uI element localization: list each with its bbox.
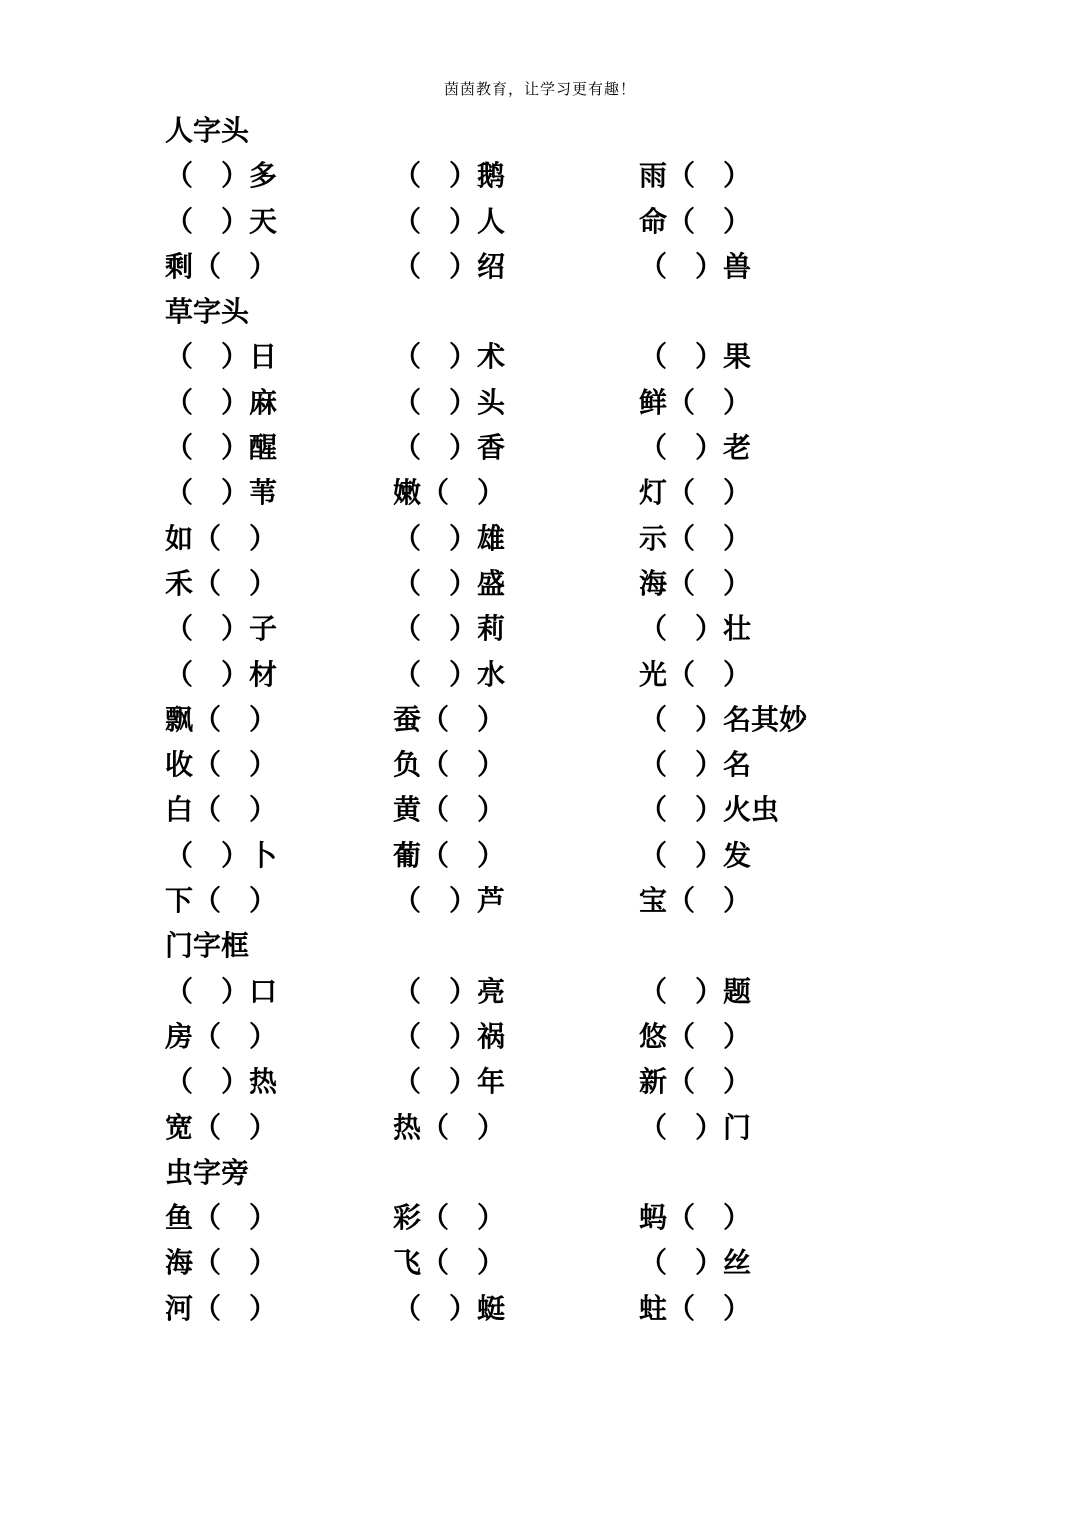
exercise-row [165, 606, 925, 651]
section-title: 人字头 [165, 114, 250, 147]
fill-in-item: （ ）鹅 [393, 159, 506, 193]
exercise-row [165, 969, 925, 1014]
exercise-row [165, 425, 925, 470]
fill-in-item: （ ）日 [165, 340, 278, 374]
section-line [165, 289, 925, 334]
exercise-row [165, 787, 925, 832]
exercise-row [165, 470, 925, 515]
fill-in-item: （ ）多 [165, 159, 278, 193]
exercise-row [165, 1195, 925, 1240]
fill-in-item: （ ）人 [393, 204, 506, 238]
exercise-row [165, 1105, 925, 1150]
fill-in-item: 蚂（ ） [639, 1201, 752, 1235]
fill-in-item: （ ）香 [393, 431, 506, 465]
fill-in-item: 河（ ） [165, 1291, 278, 1325]
section-line [165, 108, 925, 153]
fill-in-item: 命（ ） [639, 204, 752, 238]
exercise-row [165, 742, 925, 787]
fill-in-item: 飞（ ） [393, 1246, 506, 1280]
fill-in-item: 下（ ） [165, 884, 278, 918]
fill-in-item: （ ）名其妙 [639, 702, 808, 736]
fill-in-item: （ ）壮 [639, 612, 752, 646]
section-title: 草字头 [165, 295, 250, 329]
exercise-row [165, 1014, 925, 1059]
fill-in-item: 新（ ） [639, 1065, 752, 1099]
exercise-row [165, 878, 925, 923]
fill-in-item: （ ）蜓 [393, 1291, 506, 1325]
fill-in-item: 禾（ ） [165, 566, 278, 600]
fill-in-item: （ ）绍 [393, 249, 506, 283]
fill-in-item: 示（ ） [639, 521, 752, 555]
fill-in-item: 光（ ） [639, 657, 752, 691]
exercise-row [165, 380, 925, 425]
fill-in-item: 鲜（ ） [639, 385, 752, 419]
fill-in-item: （ ）子 [165, 612, 278, 646]
fill-in-item: （ ）老 [639, 431, 752, 465]
fill-in-item: （ ）材 [165, 657, 278, 691]
fill-in-item: （ ）年 [393, 1065, 506, 1099]
fill-in-item: 宝（ ） [639, 884, 752, 918]
exercise-row [165, 244, 925, 289]
fill-in-item: （ ）门 [639, 1110, 752, 1144]
exercise-row [165, 697, 925, 742]
worksheet [165, 108, 925, 1331]
fill-in-item: 灯（ ） [639, 476, 752, 510]
fill-in-item: 雨（ ） [639, 159, 752, 193]
section-line [165, 923, 925, 968]
fill-in-item: （ ）发 [639, 838, 752, 872]
fill-in-item: （ ）芦 [393, 884, 506, 918]
exercise-row [165, 652, 925, 697]
fill-in-item: （ ）醒 [165, 431, 278, 465]
exercise-row [165, 1059, 925, 1104]
fill-in-item: 飘（ ） [165, 702, 278, 736]
fill-in-item: 热（ ） [393, 1110, 506, 1144]
fill-in-item: （ ）头 [393, 385, 506, 419]
fill-in-item: 如（ ） [165, 521, 278, 555]
fill-in-item: 白（ ） [165, 793, 278, 827]
fill-in-item: （ ）火虫 [639, 793, 780, 827]
fill-in-item: （ ）雄 [393, 521, 506, 555]
fill-in-item: 宽（ ） [165, 1110, 278, 1144]
fill-in-item: 蛀（ ） [639, 1291, 752, 1325]
section-title: 门字框 [165, 929, 250, 963]
fill-in-item: （ ）术 [393, 340, 506, 374]
fill-in-item: （ ）热 [165, 1065, 278, 1099]
fill-in-item: （ ）卜 [165, 838, 278, 872]
fill-in-item: （ ）题 [639, 974, 752, 1008]
fill-in-item: （ ）苇 [165, 476, 278, 510]
fill-in-item: （ ）口 [165, 974, 278, 1008]
exercise-row [165, 1286, 925, 1331]
fill-in-item: 黄（ ） [393, 793, 506, 827]
fill-in-item: （ ）麻 [165, 385, 278, 419]
fill-in-item: （ ）祸 [393, 1019, 506, 1053]
fill-in-item: 葡（ ） [393, 838, 506, 872]
fill-in-item: （ ）莉 [393, 612, 506, 646]
fill-in-item: （ ）亮 [393, 974, 506, 1008]
exercise-row [165, 1240, 925, 1285]
exercise-row [165, 516, 925, 561]
fill-in-item: （ ）果 [639, 340, 752, 374]
section-title: 虫字旁 [165, 1155, 250, 1189]
exercise-row [165, 199, 925, 244]
exercise-row [165, 334, 925, 379]
exercise-row [165, 833, 925, 878]
fill-in-item: （ ）兽 [639, 249, 752, 283]
fill-in-item: 收（ ） [165, 748, 278, 782]
exercise-row [165, 153, 925, 198]
fill-in-item: （ ）天 [165, 204, 278, 238]
fill-in-item: 房（ ） [165, 1019, 278, 1053]
exercise-row [165, 561, 925, 606]
fill-in-item: （ ）盛 [393, 566, 506, 600]
fill-in-item: 悠（ ） [639, 1019, 752, 1053]
fill-in-item: 彩（ ） [393, 1201, 506, 1235]
fill-in-item: （ ）丝 [639, 1246, 752, 1280]
fill-in-item: 负（ ） [393, 748, 506, 782]
fill-in-item: （ ）水 [393, 657, 506, 691]
fill-in-item: 海（ ） [639, 566, 752, 600]
page-header: 茵茵教育，让学习更有趣！ [443, 80, 636, 98]
fill-in-item: 蚕（ ） [393, 702, 506, 736]
section-line [165, 1150, 925, 1195]
fill-in-item: 鱼（ ） [165, 1201, 278, 1235]
fill-in-item: 剩（ ） [165, 249, 278, 283]
fill-in-item: 嫩（ ） [393, 476, 506, 510]
fill-in-item: 海（ ） [165, 1246, 278, 1280]
fill-in-item: （ ）名 [639, 748, 752, 782]
